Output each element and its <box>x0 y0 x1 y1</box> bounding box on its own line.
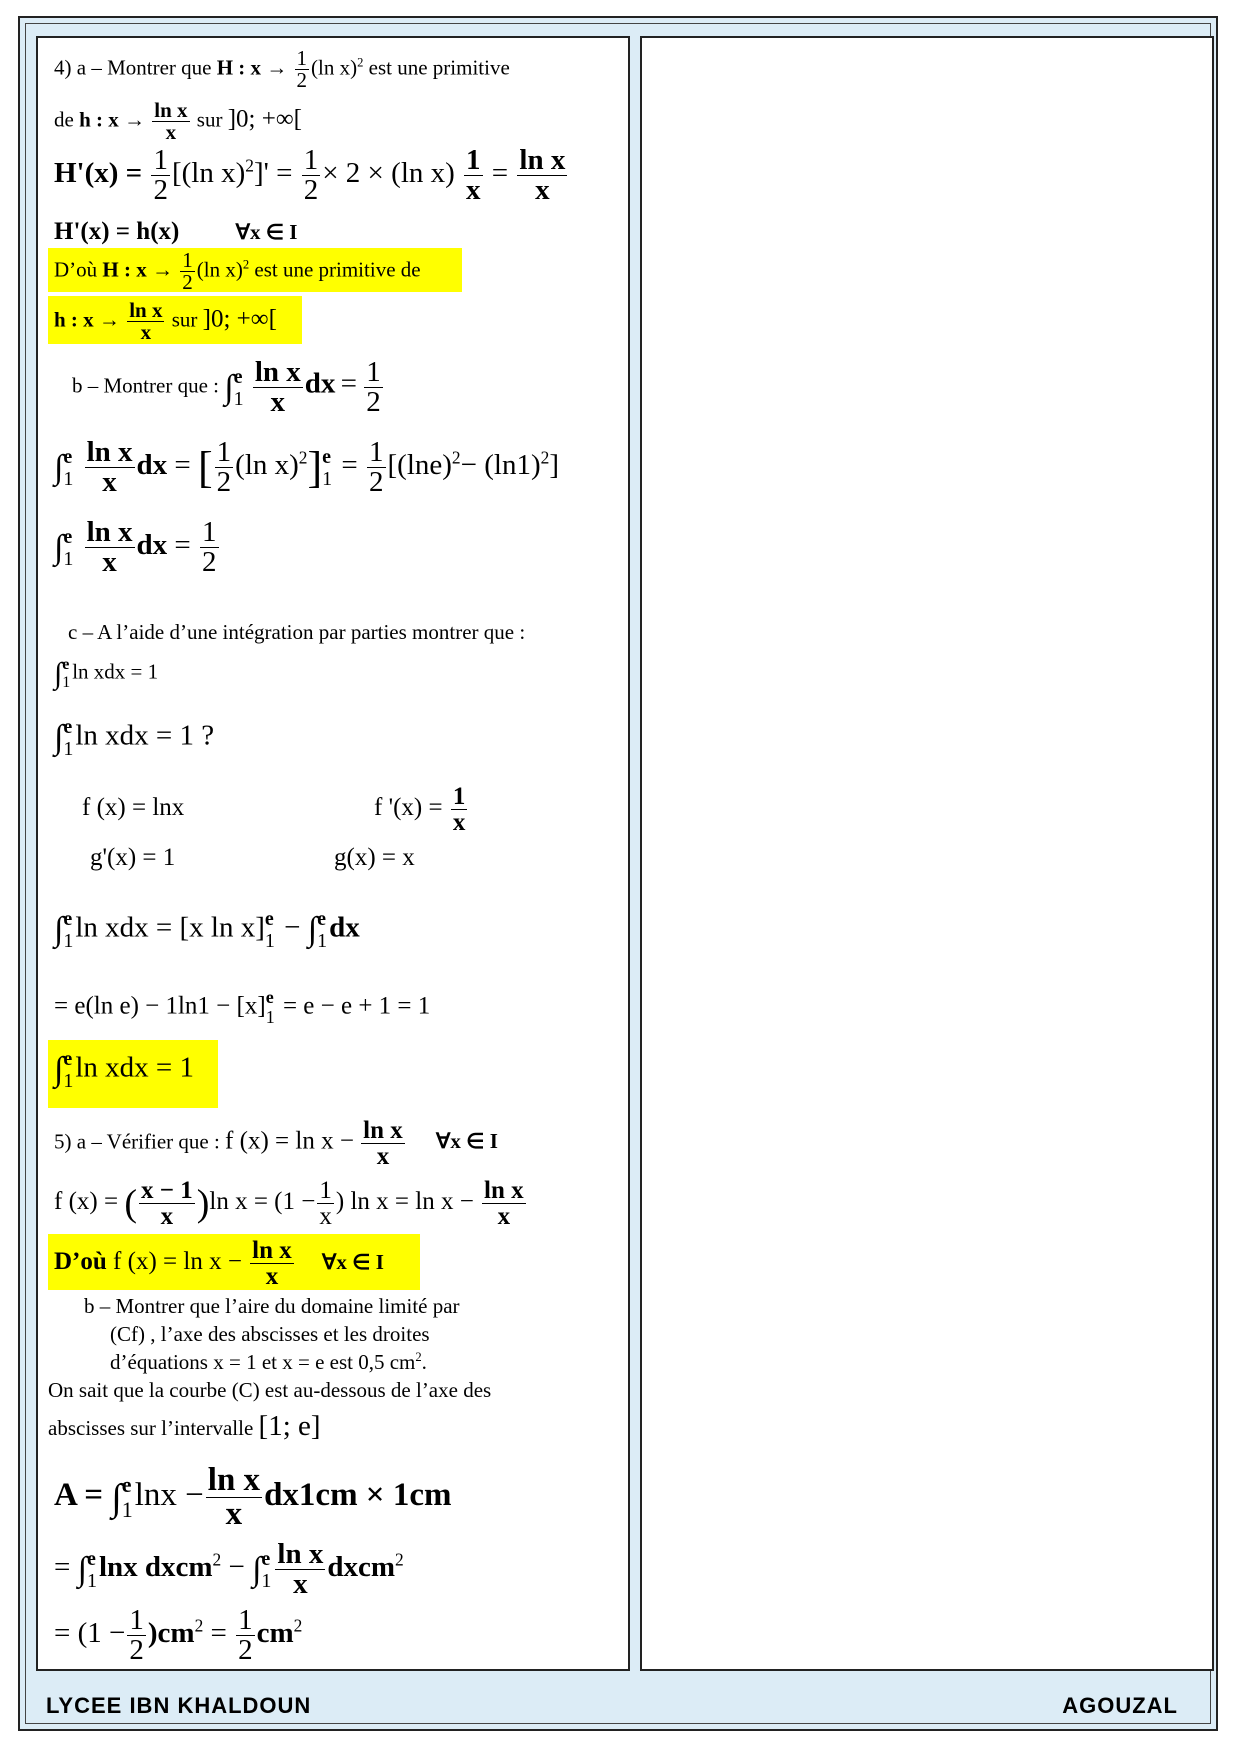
q4c-ipp: ∫ e 1 ln xdx = [x ln x] e 1 − ∫ e 1 dx <box>54 908 360 952</box>
q4c-boxed-result: ∫ e 1 ln xdx = 1 <box>48 1040 218 1108</box>
q5b-area-line2: = ∫ e 1 lnx dxcm$^2$ − ∫ e 1 $\frac{\text{ln x}}{x}$ dxcm$^2$ <box>54 1538 404 1600</box>
q5b-line5: abscisses sur l’intervalle [1; e] <box>48 1410 321 1442</box>
q4a-statement: 4) a – Montrer que H : x → $\frac{1}{2}$ (ln x)$^2$ est une primitive <box>54 46 510 92</box>
q4a-statement-line2: de h : x → $\frac{\text{ln x}}{x}$ sur ]0; +∞[ <box>54 98 302 144</box>
q4b-result: ∫ e 1 $\frac{\text{ln x}}{x}$ dx = $\frac{1}{2}$ <box>54 516 217 578</box>
q5b-area-line3: = (1 − $\frac{1}{2}$ )$cm^2$ = $\frac{1}{2}$ $cm^2$ <box>54 1604 303 1666</box>
q4c-statement: c – A l’aide d’une intégration par parties montrer que : <box>68 620 526 644</box>
footer-school: LYCEE IBN KHALDOUN <box>46 1693 312 1718</box>
right-column-empty <box>640 36 1214 1671</box>
fraction-half: $\frac{1}{2}$ <box>296 46 308 92</box>
q4b-computation: ∫ e 1 $\frac{\text{ln x}}{x}$ dx = [ $\frac{1}{2}$ (ln x)$^2$] e 1 = $\frac{1}{2}$ $[(\ln e)^2- (\ln 1)^2]$ <box>54 436 559 498</box>
q4c-fprime: f '(x) = $\frac{1}{x}$ <box>374 783 466 836</box>
q4b-statement: b – Montrer que : ∫ e 1 $\frac{\text{ln x}}{x}$ dx = $\frac{1}{2}$ <box>72 356 381 418</box>
q4c-target: ∫ e 1 ln xdx = 1 <box>54 656 159 691</box>
q4a-conclusion-line2: h : x → $\frac{\text{ln x}}{x}$ sur ]0; +∞[ <box>48 296 302 344</box>
page-inner-frame <box>25 23 1211 1724</box>
q5a-statement: 5) a – Vérifier que : f (x) = ln x − $\frac{\text{ln x}}{x}$ ∀x ∈ I <box>54 1117 498 1170</box>
q4c-gprime: g'(x) = 1 <box>90 844 176 871</box>
q5a-conclusion: D’où f (x) = ln x − $\frac{\text{ln x}}{x}$ ∀x ∈ I <box>48 1234 420 1290</box>
q5b-line1: b – Montrer que l’aire du domaine limité par <box>84 1294 460 1318</box>
fraction-lnx-over-x: $\frac{\text{ln x}}{x}$ <box>154 98 188 144</box>
q4a-derivative: H'(x) = $\frac{1}{2}$ [(ln x)$^2$]' = $\frac{1}{2}$ × 2 × (ln x) $\frac{1}{x}$ = $\frac{\text{ln x}}{x}$ <box>54 144 566 206</box>
q5b-line4: On sait que la courbe (C) est au-dessous de l’axe des <box>48 1378 492 1402</box>
q5b-area-line1: A = ∫ e 1 lnx − $\frac{\text{ln x}}{x}$ dx1cm × 1cm <box>54 1462 452 1532</box>
left-column <box>36 36 630 1671</box>
footer-author: AGOUZAL <box>1062 1693 1178 1718</box>
q5b-line3: d’équations x = 1 et x = e est 0,5 $cm^2$. <box>110 1350 427 1374</box>
q5b-line2: (Cf) , l’axe des abscisses et les droites <box>110 1322 430 1346</box>
q4c-target-question: ∫ e 1 ln xdx = 1 ? <box>54 716 215 760</box>
q4c-evaluation: = e(ln e) − 1ln1 − [x] e 1 = e − e + 1 = 1 <box>54 987 431 1027</box>
q5a-computation: f (x) = ( $\frac{x - 1}{x}$ )ln x = (1 − $\frac{1}{x}$ ) ln x = ln x − $\frac{\text{ln x}}{x}$ <box>54 1177 524 1230</box>
q4a-result: H'(x) = h(x) ∀x ∈ I <box>54 218 298 245</box>
q4a-conclusion-line1: D’où H : x → $\frac{1}{2}$ (ln x)$^2$ est une primitive de <box>48 248 462 292</box>
q4c-f: f (x) = lnx <box>82 794 185 821</box>
page-frame <box>18 16 1218 1731</box>
q4c-g: g(x) = x <box>334 844 415 871</box>
